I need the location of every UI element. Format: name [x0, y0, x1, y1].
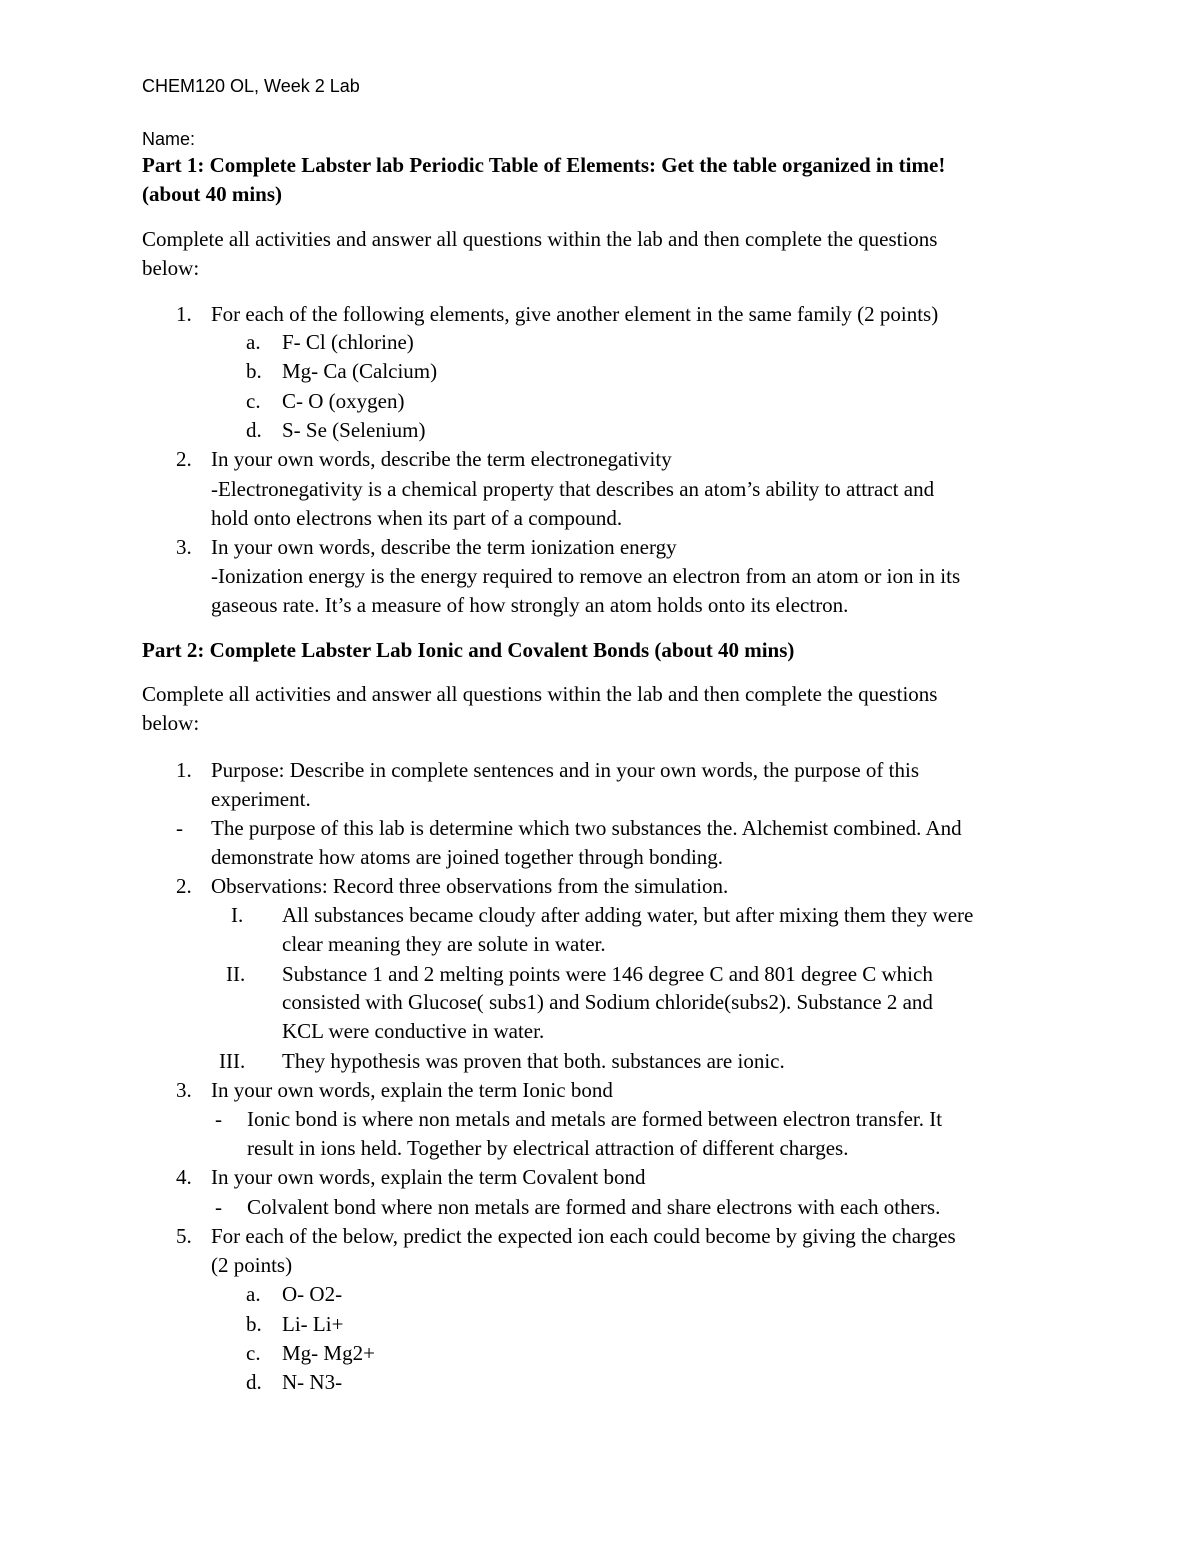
- answer-letter: a.: [246, 1282, 261, 1306]
- observation-text: All substances became cloudy after adding water, but after mixing them they were: [282, 903, 974, 927]
- dash-bullet: -: [176, 816, 183, 840]
- roman-numeral: II.: [226, 962, 246, 986]
- part1-heading: Part 1: Complete Labster lab Periodic Table of Elements: Get the table organized in time!: [142, 153, 946, 177]
- course-header: CHEM120 OL, Week 2 Lab: [142, 76, 360, 96]
- question-number: 2.: [176, 447, 192, 471]
- part2-question-2: Observations: Record three observations from the simulation.: [211, 874, 729, 898]
- answer-text: result in ions held. Together by electrical attraction of different charges.: [247, 1136, 849, 1160]
- question-number: 1.: [176, 758, 192, 782]
- part2-heading: Part 2: Complete Labster Lab Ionic and Covalent Bonds (about 40 mins): [142, 638, 795, 662]
- answer-letter: c.: [246, 1341, 261, 1365]
- roman-numeral: III.: [219, 1049, 246, 1073]
- observation-text: Substance 1 and 2 melting points were 146 degree C and 801 degree C which: [282, 962, 933, 986]
- part1-question-2: In your own words, describe the term electronegativity: [211, 447, 672, 471]
- part2-intro-cont: below:: [142, 711, 200, 735]
- answer-text: -Ionization energy is the energy required to remove an electron from an atom or ion in its: [211, 564, 961, 588]
- answer-text: -Electronegativity is a chemical property that describes an atom’s ability to attract and: [211, 477, 935, 501]
- answer-text: The purpose of this lab is determine which two substances the. Alchemist combined. And: [211, 816, 962, 840]
- list-item: S- Se (Selenium): [282, 418, 426, 442]
- answer-letter: d.: [246, 1370, 262, 1394]
- part1-question-3: In your own words, describe the term ionization energy: [211, 535, 677, 559]
- name-label: Name:: [142, 129, 196, 149]
- list-item: N- N3-: [282, 1370, 343, 1394]
- question-number: 2.: [176, 874, 192, 898]
- observation-text: They hypothesis was proven that both. substances are ionic.: [282, 1049, 785, 1073]
- answer-text: demonstrate how atoms are joined together through bonding.: [211, 845, 724, 869]
- part1-question-1: For each of the following elements, give another element in the same family (2 points): [211, 302, 939, 326]
- part2-question-3: In your own words, explain the term Ionic bond: [211, 1078, 613, 1102]
- part2-question-4: In your own words, explain the term Covalent bond: [211, 1165, 646, 1189]
- observation-text: KCL were conductive in water.: [282, 1019, 545, 1043]
- question-number: 5.: [176, 1224, 192, 1248]
- part1-intro: Complete all activities and answer all questions within the lab and then complete the questions: [142, 227, 938, 251]
- answer-text: Colvalent bond where non metals are formed and share electrons with each others.: [247, 1195, 941, 1219]
- list-item: Mg- Mg2+: [282, 1341, 375, 1365]
- list-item: F- Cl (chlorine): [282, 330, 414, 354]
- answer-letter: b.: [246, 1312, 262, 1336]
- answer-letter: a.: [246, 330, 261, 354]
- answer-letter: b.: [246, 359, 262, 383]
- part1-intro-cont: below:: [142, 256, 200, 280]
- list-item: Mg- Ca (Calcium): [282, 359, 438, 383]
- part2-question-5: For each of the below, predict the expected ion each could become by giving the charges: [211, 1224, 956, 1248]
- part2-intro: Complete all activities and answer all questions within the lab and then complete the questions: [142, 682, 938, 706]
- dash-bullet: -: [215, 1195, 222, 1219]
- question-number: 1.: [176, 302, 192, 326]
- question-number: 4.: [176, 1165, 192, 1189]
- answer-letter: c.: [246, 389, 261, 413]
- list-item: Li- Li+: [282, 1312, 344, 1336]
- part2-question-1-cont: experiment.: [211, 787, 311, 811]
- observation-text: consisted with Glucose( subs1) and Sodium chloride(subs2). Substance 2 and: [282, 990, 933, 1014]
- observation-text: clear meaning they are solute in water.: [282, 932, 606, 956]
- roman-numeral: I.: [231, 903, 244, 927]
- answer-text: gaseous rate. It’s a measure of how strongly an atom holds onto its electron.: [211, 593, 849, 617]
- answer-text: Ionic bond is where non metals and metals are formed between electron transfer. It: [247, 1107, 943, 1131]
- question-number: 3.: [176, 535, 192, 559]
- list-item: C- O (oxygen): [282, 389, 405, 413]
- part2-question-5-cont: (2 points): [211, 1253, 293, 1277]
- dash-bullet: -: [215, 1107, 222, 1131]
- part2-question-1: Purpose: Describe in complete sentences and in your own words, the purpose of this: [211, 758, 920, 782]
- part1-heading-cont: (about 40 mins): [142, 182, 283, 206]
- answer-letter: d.: [246, 418, 262, 442]
- question-number: 3.: [176, 1078, 192, 1102]
- list-item: O- O2-: [282, 1282, 343, 1306]
- answer-text: hold onto electrons when its part of a compound.: [211, 506, 623, 530]
